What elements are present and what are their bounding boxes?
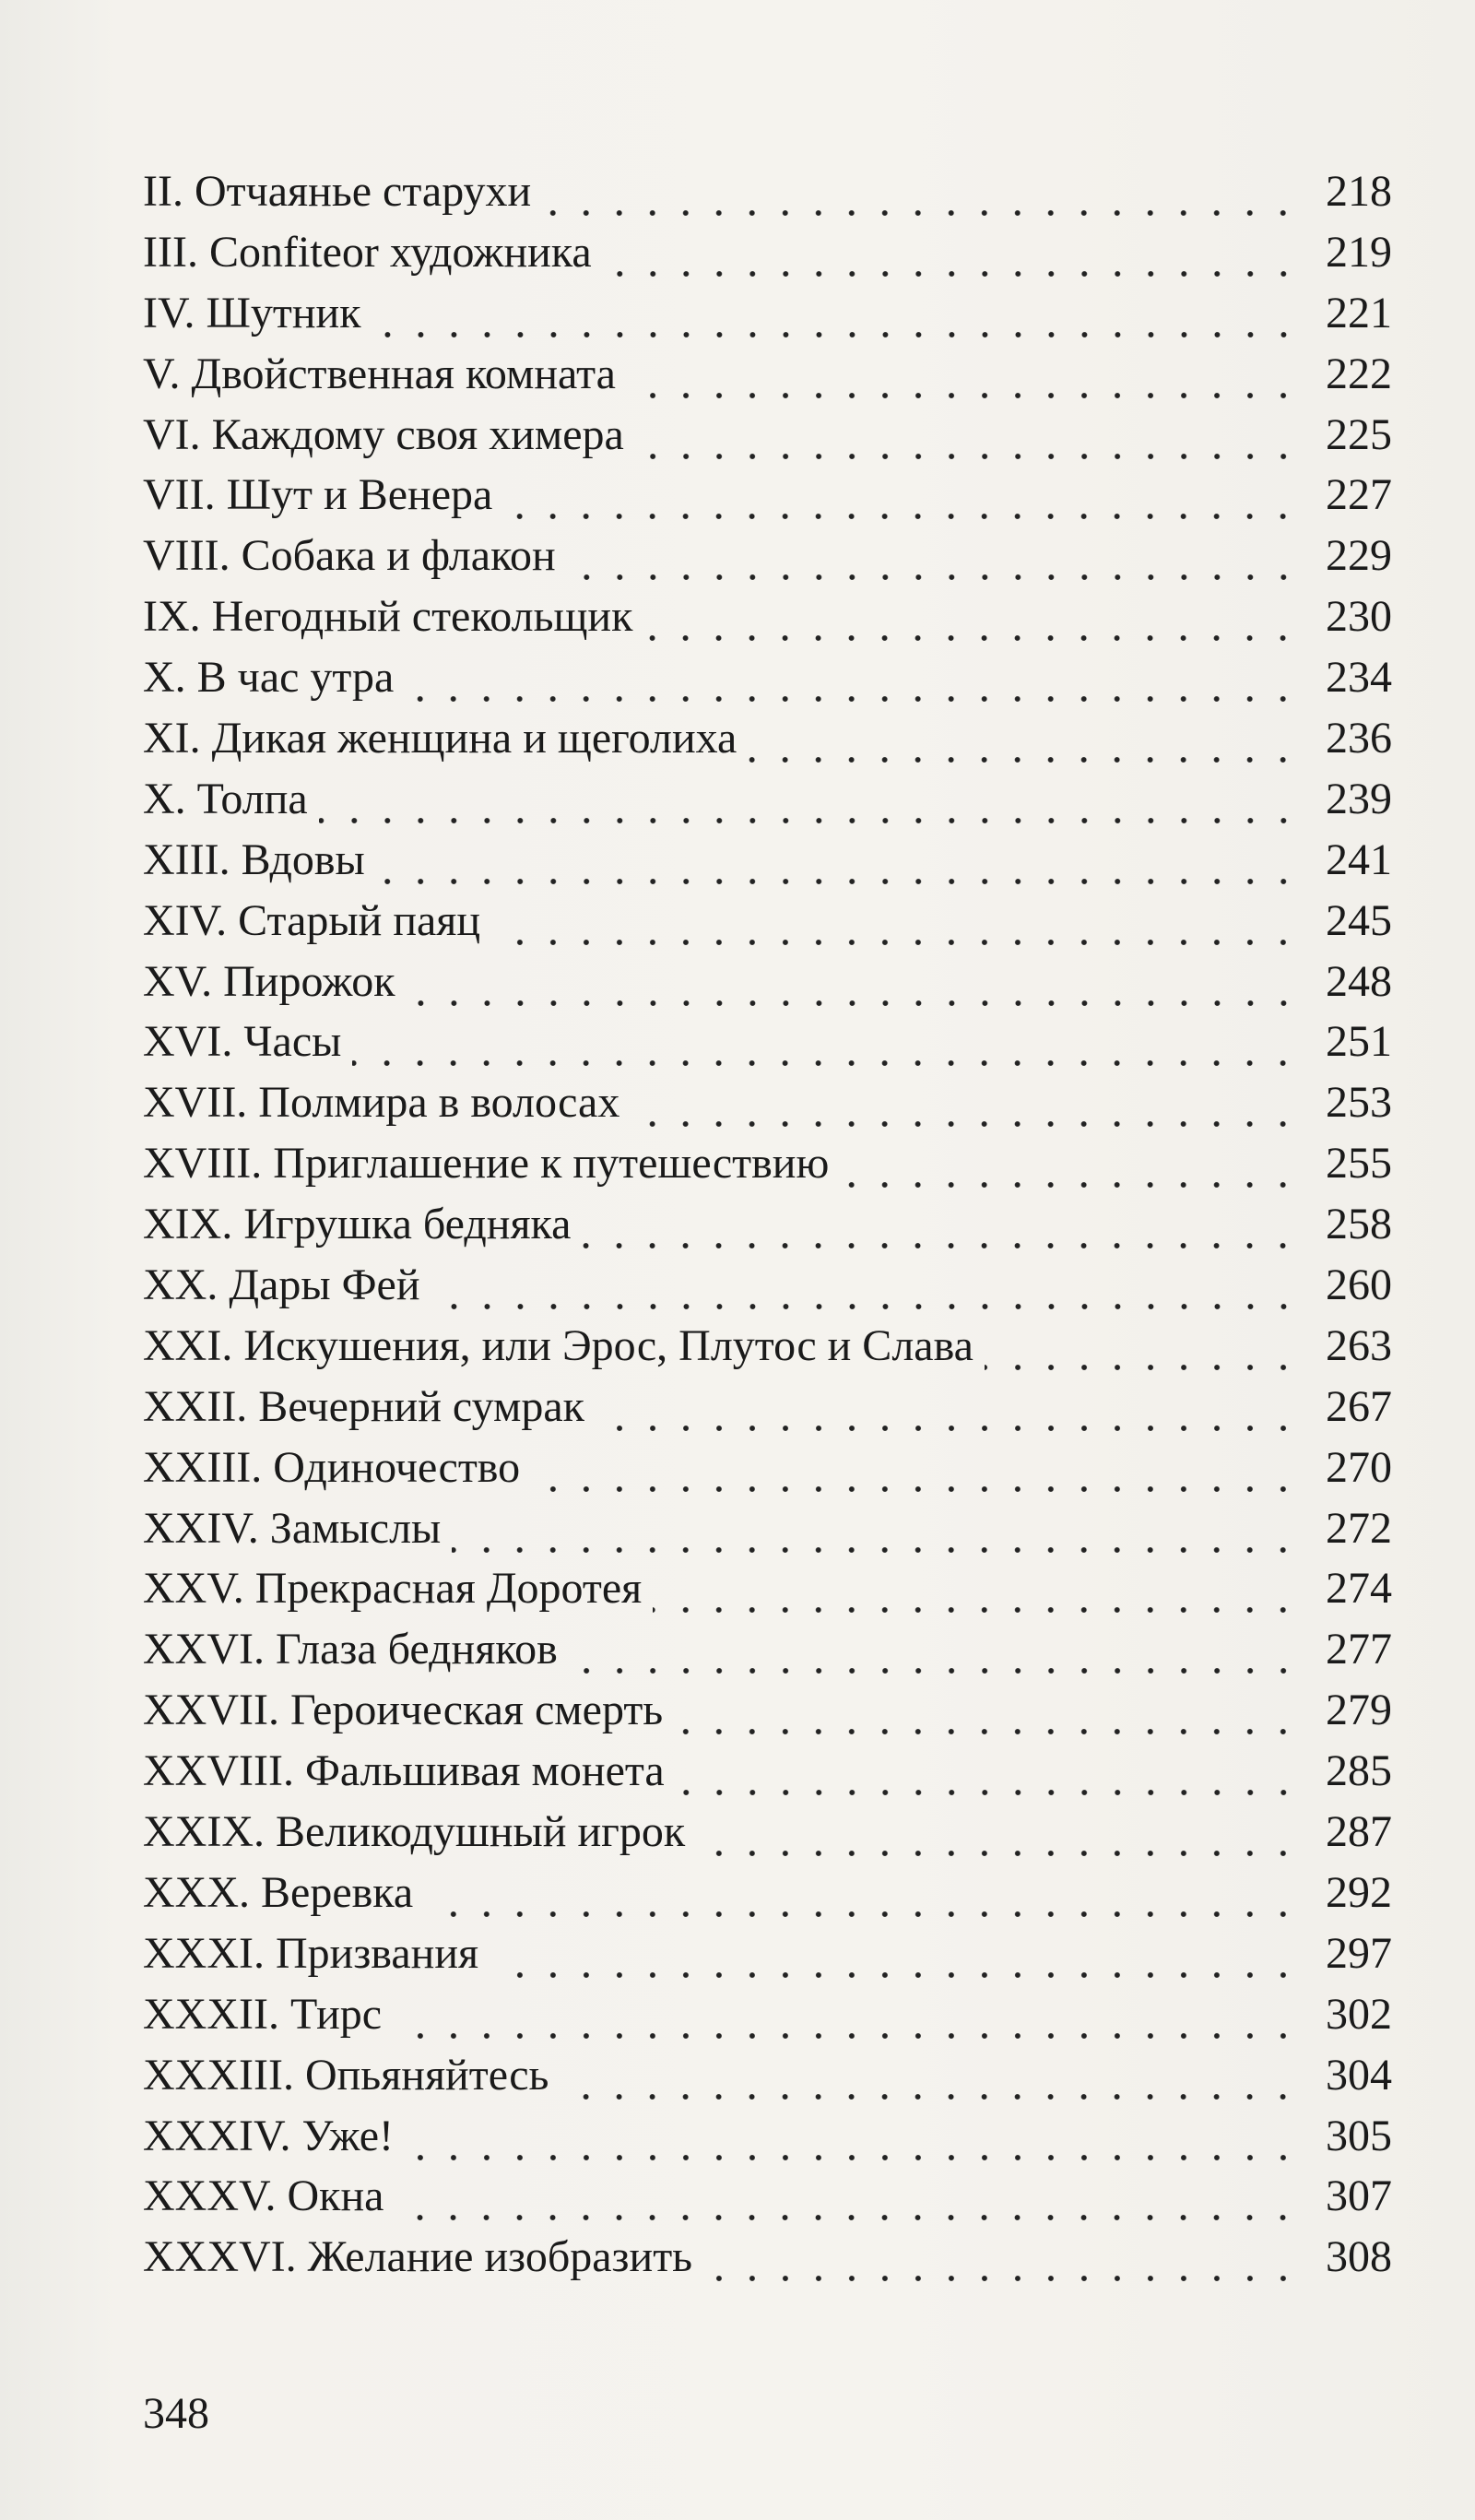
- dot-leader: [490, 1942, 1300, 1979]
- toc-entry-title: XXXI. Призвания: [143, 1928, 479, 1978]
- toc-entry: [143, 1194, 1392, 1255]
- toc-entry-title: XXV. Прекрасная Доротея: [143, 1564, 643, 1614]
- toc-entry-page: 263: [1326, 1320, 1392, 1370]
- toc-entry-title: XXXIV. Уже!: [143, 2111, 395, 2160]
- toc-entry-title: XXVI. Глаза бедняков: [143, 1625, 558, 1674]
- toc-entry-page: 304: [1326, 2050, 1392, 2100]
- toc-entry: [143, 1984, 1392, 2045]
- toc-entry-page: 230: [1326, 592, 1392, 642]
- toc-entry-page: 279: [1326, 1686, 1392, 1735]
- toc-entry-page: 234: [1326, 653, 1392, 703]
- toc-entry-page: 270: [1326, 1442, 1392, 1492]
- toc-entry-title: VII. Шут и Венера: [143, 470, 493, 520]
- toc-entry-title: XIX. Игрушка бедняка: [143, 1200, 572, 1249]
- toc-entry-page: 308: [1326, 2232, 1392, 2282]
- dot-leader: [676, 1759, 1300, 1796]
- dot-leader: [376, 848, 1300, 885]
- dot-leader: [985, 1334, 1300, 1371]
- dot-leader: [567, 544, 1300, 581]
- toc-entry: [143, 405, 1392, 466]
- toc-entry: [143, 586, 1392, 647]
- toc-entry: [143, 1072, 1392, 1133]
- toc-entry: [143, 2045, 1392, 2106]
- toc-entry: [143, 647, 1392, 708]
- dot-leader: [748, 727, 1300, 763]
- toc-entry-title: XXXIII. Опьяняйтесь: [143, 2050, 549, 2100]
- toc-entry-title: XIII. Вдовы: [143, 834, 365, 884]
- toc-entry: [143, 1923, 1392, 1984]
- toc-entry: [143, 1498, 1392, 1559]
- dot-leader: [405, 2124, 1300, 2161]
- toc-entry: [143, 830, 1392, 891]
- toc-entry: [143, 1133, 1392, 1194]
- toc-entry-title: XXIV. Замыслы: [143, 1503, 442, 1553]
- toc-entry-page: 229: [1326, 531, 1392, 581]
- toc-entry-page: 292: [1326, 1867, 1392, 1917]
- dot-leader: [569, 1638, 1300, 1674]
- toc-entry-title: XXXVI. Желание изобразить: [143, 2232, 693, 2282]
- toc-entry: [143, 2227, 1392, 2288]
- toc-entry-title: XI. Дикая женщина и щеголиха: [143, 714, 738, 763]
- dot-leader: [631, 1091, 1300, 1128]
- page-number: 348: [143, 2389, 209, 2438]
- toc-entry-title: IX. Негодный стекольщик: [143, 592, 633, 642]
- toc-entry-page: 251: [1326, 1017, 1392, 1067]
- toc-entry-title: VIII. Собака и флакон: [143, 531, 556, 581]
- toc-entry-title: XVI. Часы: [143, 1017, 342, 1067]
- toc-entry-page: 239: [1326, 774, 1392, 823]
- dot-leader: [635, 423, 1300, 460]
- dot-leader: [503, 483, 1300, 520]
- toc-entry-title: X. Толпа: [143, 774, 308, 823]
- toc-entry-title: XIV. Старый паяц: [143, 895, 481, 945]
- toc-entry-page: 245: [1326, 895, 1392, 945]
- toc-entry-page: 219: [1326, 227, 1392, 277]
- toc-entry: [143, 1741, 1392, 1802]
- toc-entry: [143, 1802, 1392, 1863]
- dot-leader: [431, 1273, 1300, 1310]
- dot-leader: [603, 241, 1300, 278]
- toc-entry-title: XXVIII. Фальшивая монета: [143, 1746, 665, 1796]
- toc-entry-page: 248: [1326, 956, 1392, 1006]
- dot-leader: [395, 2184, 1300, 2221]
- toc-entry-page: 287: [1326, 1807, 1392, 1857]
- toc-entry-page: 218: [1326, 167, 1392, 216]
- toc-entry: [143, 222, 1392, 283]
- toc-entry: [143, 1558, 1392, 1619]
- table-of-contents: [143, 161, 1392, 2288]
- toc-entry: [143, 283, 1392, 344]
- dot-leader: [491, 909, 1300, 946]
- toc-entry-title: XV. Пирожок: [143, 956, 395, 1006]
- toc-entry-page: 255: [1326, 1139, 1392, 1189]
- toc-entry: [143, 1316, 1392, 1377]
- dot-leader: [560, 2064, 1300, 2100]
- dot-leader: [840, 1152, 1300, 1189]
- toc-entry: [143, 769, 1392, 830]
- toc-entry: [143, 526, 1392, 586]
- toc-entry-page: 305: [1326, 2111, 1392, 2160]
- toc-entry-title: XXXII. Тирс: [143, 1989, 383, 2039]
- toc-entry-page: 221: [1326, 288, 1392, 337]
- dot-leader: [582, 1213, 1300, 1249]
- toc-entry: [143, 465, 1392, 526]
- toc-entry-page: 302: [1326, 1989, 1392, 2039]
- toc-entry-page: 227: [1326, 470, 1392, 520]
- toc-entry-page: 222: [1326, 349, 1392, 398]
- toc-entry: [143, 1863, 1392, 1923]
- toc-entry-title: XXVII. Героическая смерть: [143, 1686, 664, 1735]
- toc-entry: [143, 1012, 1392, 1072]
- toc-entry: [143, 161, 1392, 222]
- dot-leader: [596, 1395, 1300, 1432]
- toc-entry-page: 297: [1326, 1928, 1392, 1978]
- toc-entry-title: XX. Дары Фей: [143, 1260, 420, 1310]
- toc-entry-page: 241: [1326, 834, 1392, 884]
- toc-entry-page: 274: [1326, 1564, 1392, 1614]
- dot-leader: [627, 362, 1300, 399]
- toc-entry: [143, 1255, 1392, 1316]
- toc-entry-page: 272: [1326, 1503, 1392, 1553]
- toc-entry-page: 277: [1326, 1625, 1392, 1674]
- toc-entry-title: IV. Шутник: [143, 288, 361, 337]
- toc-entry-title: XVIII. Приглашение к путешествию: [143, 1139, 830, 1189]
- dot-leader: [407, 970, 1300, 1007]
- dot-leader: [643, 605, 1300, 642]
- toc-entry-page: 285: [1326, 1746, 1392, 1796]
- toc-entry: [143, 344, 1392, 405]
- toc-entry: [143, 2166, 1392, 2227]
- toc-entry-title: X. В час утра: [143, 653, 395, 703]
- toc-entry-page: 253: [1326, 1078, 1392, 1128]
- dot-leader: [405, 666, 1300, 703]
- toc-entry-page: 307: [1326, 2171, 1392, 2221]
- toc-entry: [143, 1680, 1392, 1741]
- toc-entry: [143, 1619, 1392, 1680]
- toc-entry: [143, 708, 1392, 769]
- toc-entry-page: 225: [1326, 409, 1392, 459]
- dot-leader: [674, 1698, 1300, 1735]
- dot-leader: [696, 1820, 1300, 1857]
- toc-entry-page: 260: [1326, 1260, 1392, 1310]
- toc-entry-title: III. Confiteor художника: [143, 227, 592, 277]
- toc-entry-page: 267: [1326, 1381, 1392, 1431]
- toc-entry: [143, 2106, 1392, 2167]
- toc-entry-title: XXIX. Великодушный игрок: [143, 1807, 686, 1857]
- toc-entry-title: XXIII. Одиночество: [143, 1442, 521, 1492]
- toc-entry-page: 258: [1326, 1200, 1392, 1249]
- toc-entry-title: XXII. Вечерний сумрак: [143, 1381, 584, 1431]
- dot-leader: [542, 180, 1300, 217]
- toc-entry: [143, 1437, 1392, 1498]
- toc-entry: [143, 891, 1392, 952]
- dot-leader: [452, 1517, 1300, 1554]
- toc-entry-title: V. Двойственная комната: [143, 349, 616, 398]
- toc-entry: [143, 1377, 1392, 1437]
- toc-entry-title: XXX. Веревка: [143, 1867, 414, 1917]
- dot-leader: [653, 1577, 1300, 1614]
- dot-leader: [393, 2003, 1300, 2040]
- toc-entry: [143, 952, 1392, 1012]
- dot-leader: [372, 302, 1300, 338]
- dot-leader: [703, 2245, 1300, 2282]
- toc-entry-title: XXI. Искушения, или Эрос, Плутос и Слава: [143, 1320, 974, 1370]
- toc-entry-title: XXXV. Окна: [143, 2171, 384, 2221]
- toc-entry-title: XVII. Полмира в волосах: [143, 1078, 620, 1128]
- dot-leader: [531, 1456, 1300, 1493]
- toc-entry-title: VI. Каждому своя химера: [143, 409, 624, 459]
- dot-leader: [352, 1030, 1300, 1067]
- dot-leader: [424, 1881, 1300, 1918]
- dot-leader: [319, 787, 1300, 824]
- toc-entry-title: II. Отчаянье старухи: [143, 167, 532, 216]
- toc-entry-page: 236: [1326, 714, 1392, 763]
